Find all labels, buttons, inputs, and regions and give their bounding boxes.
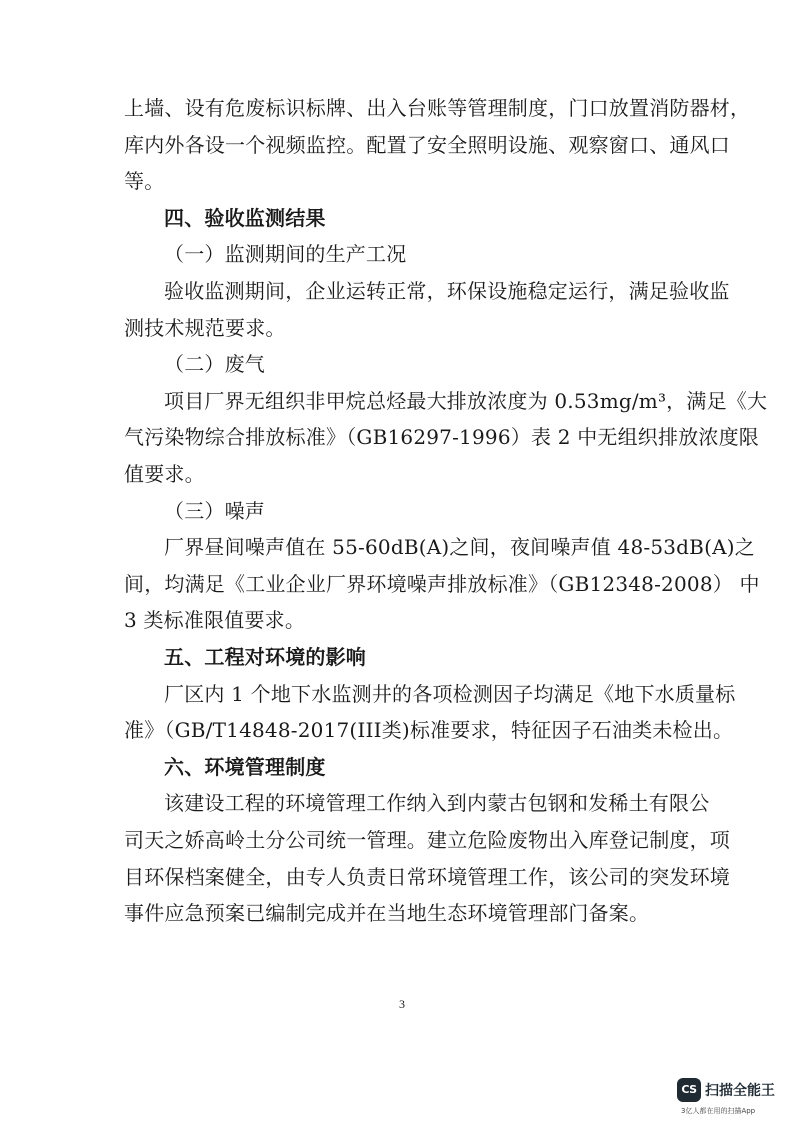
section-heading: 五、工程对环境的影响	[164, 645, 366, 669]
text-line: 准》（GB/T14848-2017(III类)标准要求，特征因子石油类未检出。	[124, 718, 734, 743]
text-line: 3 类标准限值要求。	[124, 608, 306, 633]
text-line: 间，均满足《工业企业厂界环境噪声排放标准》（GB12348-2008） 中	[124, 571, 760, 596]
text-line: 项目厂界无组织非甲烷总烃最大排放浓度为 0.53mg/m³，满足《大	[164, 388, 768, 413]
text-line: 该建设工程的环境管理工作纳入到内蒙古包钢和发稀土有限公	[164, 791, 710, 816]
text-line: 气污染物综合排放标准》（GB16297-1996）表 2 中无组织排放浓度限	[124, 425, 759, 450]
text-line: 库内外各设一个视频监控。配置了安全照明设施、观察窗口、通风口	[124, 132, 730, 157]
text-line: 厂界昼间噪声值在 55-60dB(A)之间，夜间噪声值 48-53dB(A)之	[164, 535, 755, 560]
scanner-watermark	[677, 1078, 787, 1118]
watermark-app-name: 扫描全能王	[705, 1083, 775, 1099]
text-line: 目环保档案健全，由专人负责日常环境管理工作，该公司的突发环境	[124, 864, 730, 889]
text-line: 司天之娇高岭土分公司统一管理。建立危险废物出入库登记制度，项	[124, 828, 730, 852]
watermark-tagline: 3亿人都在用的扫描App	[681, 1107, 756, 1115]
subsection-heading: （三）噪声	[164, 498, 265, 523]
subsection-heading: （一）监测期间的生产工况	[164, 242, 407, 267]
page-number: 3	[399, 997, 405, 1011]
text-line: 值要求。	[124, 462, 205, 486]
text-line: 事件应急预案已编制完成并在当地生态环境管理部门备案。	[124, 901, 650, 926]
section-heading: 六、环境管理制度	[164, 754, 326, 779]
text-line: 等。	[124, 169, 165, 194]
section-heading: 四、验收监测结果	[164, 205, 326, 230]
subsection-heading: （二）废气	[164, 352, 265, 377]
text-line: 测技术规范要求。	[124, 315, 286, 340]
camscanner-logo-icon: CS	[677, 1078, 701, 1102]
text-line: 厂区内 1 个地下水监测井的各项检测因子均满足《地下水质量标	[164, 681, 736, 706]
text-line: 验收监测期间，企业运转正常，环保设施稳定运行，满足验收监	[164, 279, 730, 303]
text-line: 上墙、设有危废标识标牌、出入台账等管理制度，门口放置消防器材，	[124, 96, 751, 120]
